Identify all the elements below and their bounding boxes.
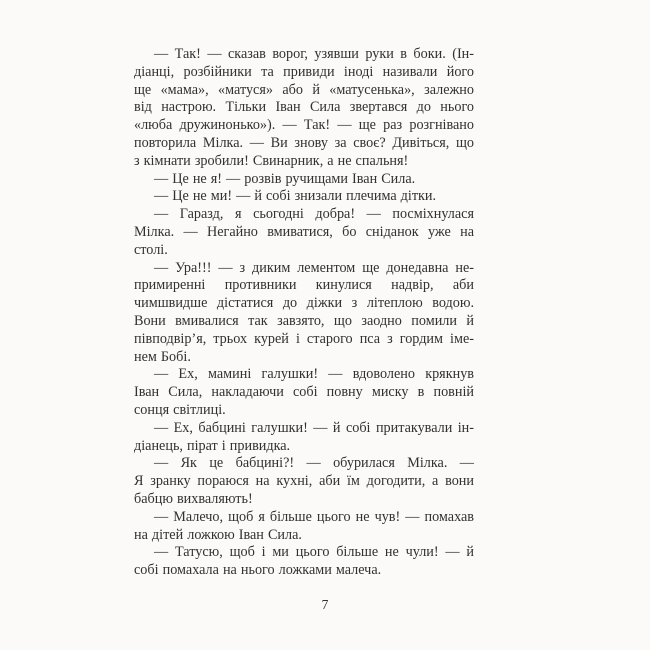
text-line: від настрою. Тільки Іван Сила звертався до нього (134, 99, 474, 116)
text-line: чимшвидше дістатися до діжки з літеплою водою. (134, 295, 474, 312)
text-line: бабцю вихваляють! (134, 490, 253, 507)
text-line: — Це не я! — розвів ручищами Іван Сила. (154, 170, 416, 187)
paragraph (134, 455, 474, 508)
paragraph (134, 46, 474, 171)
text-line: півподвір’я, трьох курей і старого пса з гордим іме- (134, 330, 474, 347)
text-line: — Ура!!! — з диким лементом ще донедавна не- (154, 259, 474, 276)
paragraph (134, 366, 474, 419)
text-line: сонця світлиці. (134, 401, 226, 418)
paragraph (134, 188, 474, 206)
text-line: Іван Сила, накладаючи собі повну миску в повній (134, 384, 474, 401)
text-line: — Як це бабцині?! — обурилася Мілка. — (154, 455, 474, 472)
text-line: — Це не ми! — й собі знизали плечима дітки. (154, 188, 437, 205)
paragraph (134, 544, 474, 580)
text-line: — Ех, бабцині галушки! — й собі притакували ін- (154, 419, 474, 436)
text-line: — Так! — сказав ворог, узявши руки в боки. (Ін- (154, 46, 474, 62)
text-line: нем Бобі. (134, 348, 191, 365)
paragraph (134, 260, 474, 367)
paragraph (134, 206, 474, 259)
text-line: повторила Мілка. — Ви знову за своє? Дивіться, що (134, 134, 474, 151)
text-line: на дітей ложкою Іван Сила. (134, 526, 302, 543)
paragraph (134, 171, 474, 189)
text-line: — Малечо, щоб я більше цього не чув! — помахав (154, 508, 474, 525)
text-line: ще «мама», «матуся» або й «матусенька», залежно (134, 81, 474, 98)
text-line: — Гаразд, я сьогодні добра! — посміхнулася (154, 206, 474, 223)
text-block (134, 46, 474, 580)
text-line: діанець, пірат і привидка. (134, 437, 291, 454)
text-line: з кімнати зробили! Свинарник, а не спальня! (134, 152, 409, 169)
text-line: — Татусю, щоб і ми цього більше не чули! — й (154, 544, 474, 561)
text-line: Вони вмивалися так завзято, що заодно помили й (134, 312, 474, 329)
text-line: — Ех, мамині галушки! — вдоволено крякнув (154, 366, 474, 383)
text-line: Мілка. — Негайно вмиватися, бо сніданок уже на (134, 223, 474, 240)
paragraph (134, 509, 474, 545)
text-line: примиренні противники кинулися надвір, аби (134, 277, 474, 294)
text-line: собі помахала на нього ложками малеча. (134, 562, 382, 579)
text-line: «люба дружинонько»). — Так! — ще раз розгнівано (134, 117, 474, 134)
page-number: 7 (321, 597, 329, 612)
text-line: Я зранку пораюся на кухні, аби їм догодити, а вони (134, 473, 474, 490)
text-line: діанці, розбійники та привиди іноді називали його (134, 63, 474, 80)
paragraph (134, 420, 474, 456)
text-line: столі. (134, 241, 168, 258)
